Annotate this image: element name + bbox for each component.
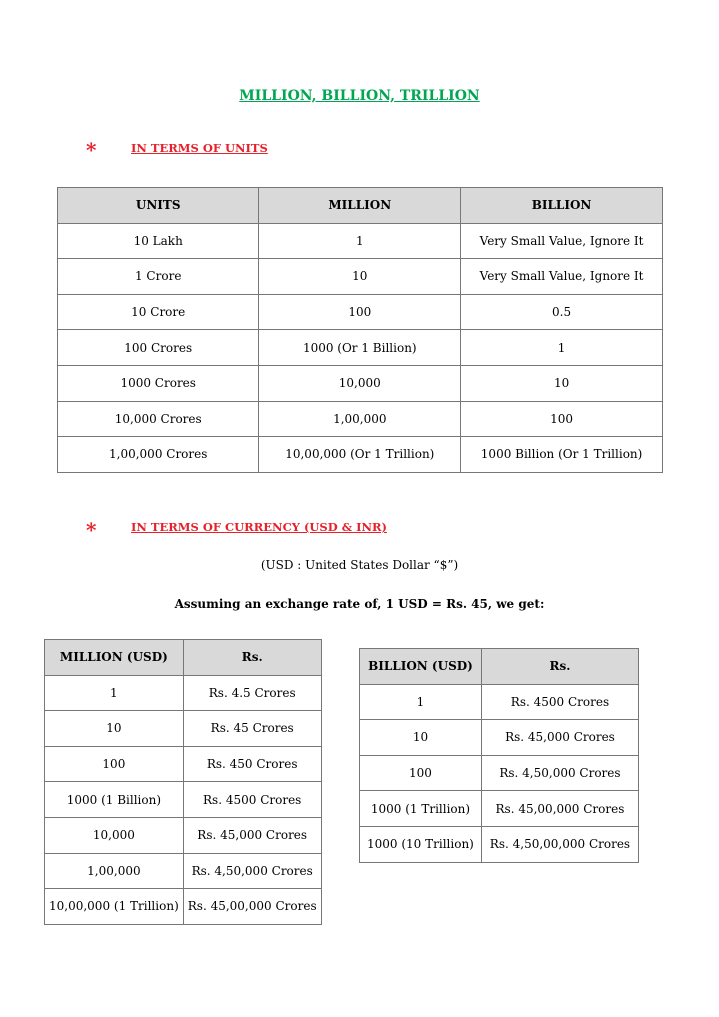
table-row xyxy=(58,223,663,259)
table-cell: 10,00,000 (Or 1 Trillion) xyxy=(259,437,461,473)
table-cell: 10,000 xyxy=(45,817,184,853)
table-row xyxy=(45,746,322,782)
table-row xyxy=(45,711,322,747)
table-row xyxy=(45,889,322,925)
table-cell: 1 Crore xyxy=(58,259,259,295)
usd-note: (USD : United States Dollar “$”) xyxy=(260,558,459,572)
million-usd-table xyxy=(44,639,322,925)
table-cell: Rs. 4500 Crores xyxy=(481,684,638,720)
table-row xyxy=(58,330,663,366)
table-cell: 1000 (10 Trillion) xyxy=(360,826,482,862)
table-cell: 1000 Billion (Or 1 Trillion) xyxy=(461,437,663,473)
table-cell: 10,000 xyxy=(259,365,461,401)
table-cell: Very Small Value, Ignore It xyxy=(461,259,663,295)
table-cell: 10,000 Crores xyxy=(58,401,259,437)
table-cell: 1,00,000 xyxy=(45,853,184,889)
table-cell: 100 Crores xyxy=(58,330,259,366)
table-cell: 1 xyxy=(45,675,184,711)
table-row xyxy=(360,755,639,791)
table-cell: 1000 (Or 1 Billion) xyxy=(259,330,461,366)
table-cell: 0.5 xyxy=(461,294,663,330)
table-cell: Rs. 4,50,00,000 Crores xyxy=(481,826,638,862)
page-title: MILLION, BILLION, TRILLION xyxy=(239,88,480,104)
table-row xyxy=(45,817,322,853)
column-header: Rs. xyxy=(183,640,321,676)
table-row xyxy=(360,720,639,756)
table-cell: 10 Crore xyxy=(58,294,259,330)
table-row xyxy=(58,294,663,330)
table-cell: 10 Lakh xyxy=(58,223,259,259)
table-header-row xyxy=(360,649,639,685)
table-header-row xyxy=(58,188,663,224)
table-row xyxy=(360,791,639,827)
column-header: UNITS xyxy=(58,188,259,224)
table-row xyxy=(45,782,322,818)
asterisk-bullet-icon: * xyxy=(86,138,97,162)
table-header-row xyxy=(45,640,322,676)
table-row xyxy=(58,259,663,295)
table-cell: Rs. 45,000 Crores xyxy=(481,720,638,756)
billion-usd-table xyxy=(359,648,639,863)
column-header: BILLION xyxy=(461,188,663,224)
table-cell: 1,00,000 xyxy=(259,401,461,437)
table-cell: 100 xyxy=(461,401,663,437)
table-cell: Rs. 4,50,000 Crores xyxy=(183,853,321,889)
column-header: MILLION (USD) xyxy=(45,640,184,676)
table-cell: Rs. 45 Crores xyxy=(183,711,321,747)
table-cell: 10 xyxy=(461,365,663,401)
table-row xyxy=(45,675,322,711)
table-cell: 1 xyxy=(259,223,461,259)
table-cell: 1000 Crores xyxy=(58,365,259,401)
table-cell: 1 xyxy=(360,684,482,720)
table-cell: Rs. 450 Crores xyxy=(183,746,321,782)
table-cell: 10 xyxy=(45,711,184,747)
table-row xyxy=(45,853,322,889)
table-cell: Rs. 45,00,000 Crores xyxy=(481,791,638,827)
section-heading-currency: IN TERMS OF CURRENCY (USD & INR) xyxy=(131,520,387,534)
table-cell: 10 xyxy=(360,720,482,756)
column-header: BILLION (USD) xyxy=(360,649,482,685)
units-table xyxy=(57,187,663,473)
table-row xyxy=(360,826,639,862)
table-cell: 1000 (1 Trillion) xyxy=(360,791,482,827)
table-cell: 100 xyxy=(259,294,461,330)
exchange-rate-note: Assuming an exchange rate of, 1 USD = Rs. 45, we get: xyxy=(174,597,545,611)
asterisk-bullet-icon: * xyxy=(86,518,97,542)
table-row xyxy=(360,684,639,720)
table-row xyxy=(58,365,663,401)
table-row xyxy=(58,437,663,473)
section-heading-units: IN TERMS OF UNITS xyxy=(131,141,268,155)
table-cell: Very Small Value, Ignore It xyxy=(461,223,663,259)
column-header: MILLION xyxy=(259,188,461,224)
table-cell: 10,00,000 (1 Trillion) xyxy=(45,889,184,925)
column-header: Rs. xyxy=(481,649,638,685)
table-cell: 100 xyxy=(360,755,482,791)
table-cell: 1000 (1 Billion) xyxy=(45,782,184,818)
table-cell: Rs. 4.5 Crores xyxy=(183,675,321,711)
table-cell: 100 xyxy=(45,746,184,782)
table-cell: Rs. 4,50,000 Crores xyxy=(481,755,638,791)
table-cell: Rs. 45,00,000 Crores xyxy=(183,889,321,925)
table-cell: Rs. 4500 Crores xyxy=(183,782,321,818)
table-row xyxy=(58,401,663,437)
table-cell: 1,00,000 Crores xyxy=(58,437,259,473)
table-cell: Rs. 45,000 Crores xyxy=(183,817,321,853)
table-cell: 1 xyxy=(461,330,663,366)
table-cell: 10 xyxy=(259,259,461,295)
